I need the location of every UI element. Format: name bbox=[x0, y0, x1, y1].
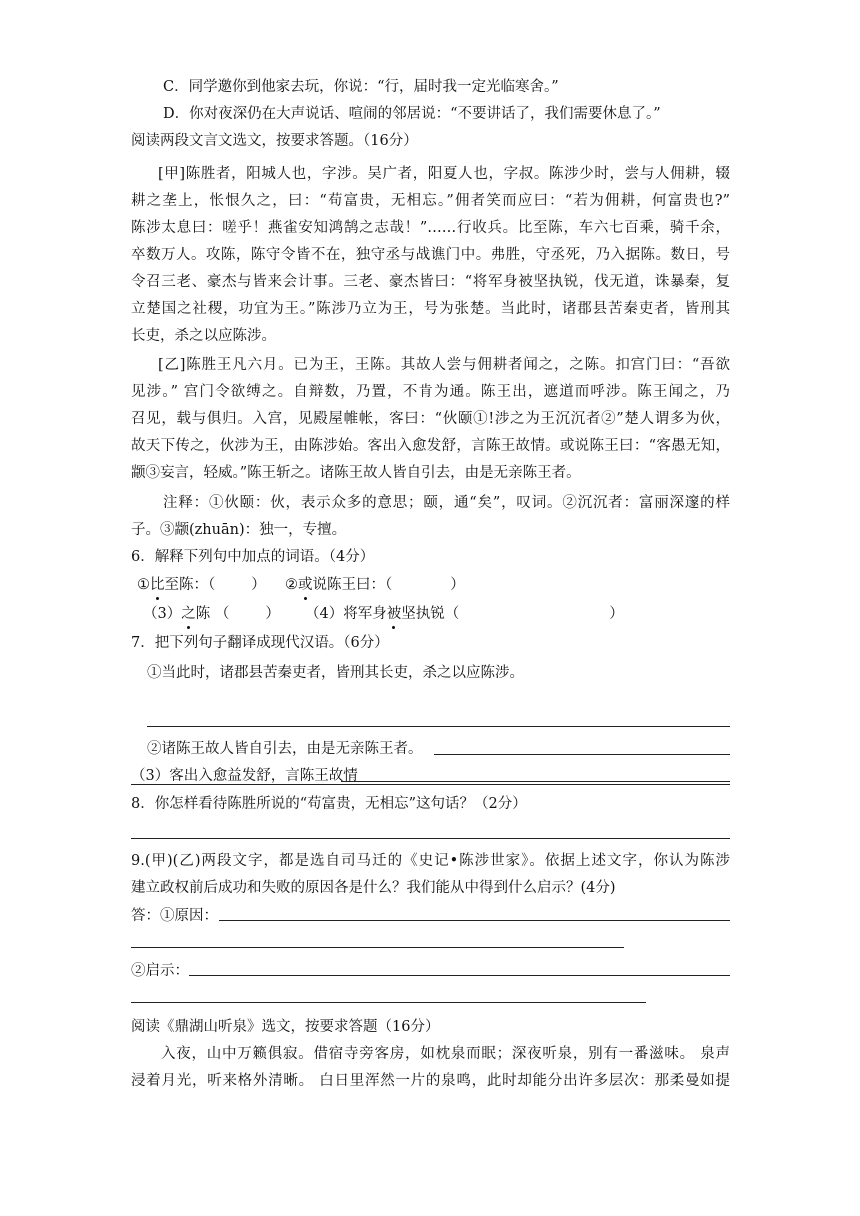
passage-yi-line: 见涉。” 宫门令欲缚之。自辩数，乃置，不肯为通。陈王出，遮道而呼涉。陈王闻之，乃 bbox=[131, 384, 730, 400]
item-text: 坚执锐（ bbox=[401, 606, 460, 622]
item-text: ） bbox=[251, 577, 266, 593]
item-text: 至陈：（ bbox=[164, 577, 216, 593]
section2-paragraph-line: 入夜，山中万籁俱寂。借宿寺旁客房，如枕泉而眠；深夜听泉，别有一番滋味。 泉声 bbox=[161, 1046, 730, 1062]
question-6-item-2 bbox=[285, 575, 465, 595]
annotation-line: 子。③颛(zhuān)：独一，专擅。 bbox=[131, 522, 347, 538]
item-text: ） bbox=[609, 606, 624, 622]
passage-yi-line: [乙]陈胜王凡六月。已为王，王陈。其故人尝与佣耕者闻之，之陈。扣宫门曰：“吾欲 bbox=[158, 357, 730, 373]
question-7-sentence-2: ②诸陈王故人皆自引去，由是无亲陈王者。 bbox=[147, 741, 423, 757]
dotted-word: 比 bbox=[150, 577, 165, 593]
section1-intro: 阅读两段文言文选文，按要求答题。（16分） bbox=[131, 133, 418, 149]
question-7-stem: 7．把下列句子翻译成现代汉语。（6分） bbox=[131, 635, 389, 651]
item-text: 陈 （ bbox=[195, 606, 230, 622]
passage-jia-line: 长吏，杀之以应陈涉。 bbox=[131, 328, 276, 344]
question-9-stem: 9.(甲)(乙)两段文字，都是选自司马迁的《史记•陈涉世家》。依据上述文字，你认为陈涉 bbox=[131, 853, 730, 869]
passage-jia-line: 陈涉太息曰：嗟乎！燕雀安知鸿鹄之志哉！”……行收兵。比至陈，车六七百乘，骑千余， bbox=[131, 220, 730, 236]
question-8-stem: 8．你怎样看待陈胜所说的“苟富贵，无相忘”这句话？（2分） bbox=[131, 796, 527, 812]
question-6-stem: 6．解释下列句中加点的词语。（4分） bbox=[131, 549, 375, 565]
dotted-word: 或 bbox=[298, 577, 313, 593]
answer-line[interactable] bbox=[341, 781, 730, 782]
item-number: （3） bbox=[143, 606, 182, 622]
annotation-line: 注释：①伙颐：伙，表示众多的意思；颐，通“矣”，叹词。②沉沉者：富丽深邃的样 bbox=[163, 495, 730, 511]
passage-yi-line: 颛③妄言，轻威。”陈王斩之。诸陈王故人皆自引去，由是无亲陈王者。 bbox=[131, 465, 581, 481]
question-6-item-1 bbox=[137, 575, 266, 595]
question-6-item-4 bbox=[305, 604, 624, 624]
dotted-word: 之 bbox=[181, 606, 196, 622]
passage-jia-line: 令召三老、豪杰与皆来会计事。三老、豪杰皆曰：“将军身被坚执锐，伐无道，诛暴秦，复 bbox=[131, 274, 730, 290]
passage-yi-line: 召见，载与俱归。入宫，见殿屋帷帐，客曰：“伙颐①!涉之为王沉沉者②”楚人谓多为伙， bbox=[131, 411, 730, 427]
passage-yi-line: 故天下传之，伙涉为王，由陈涉始。客出入愈发舒，言陈王故情。或说陈王曰：“客愚无知， bbox=[131, 438, 730, 454]
passage-jia-line: 立楚国之社稷，功宜为王。”陈涉乃立为王，号为张楚。当此时，诸郡县苦秦吏者，皆刑其 bbox=[131, 301, 730, 317]
answer-line[interactable] bbox=[131, 838, 730, 839]
item-text: ） bbox=[450, 577, 465, 593]
question-6-item-3 bbox=[143, 604, 280, 624]
question-9-stem: 建立政权前后成功和失败的原因各是什么？我们能从中得到什么启示？(4分) bbox=[131, 880, 616, 896]
answer-line[interactable] bbox=[131, 1002, 646, 1003]
answer-reason-label: 答：①原因： bbox=[131, 908, 218, 924]
option-c: C．同学邀你到他家去玩，你说：“行，届时我一定光临寒舍。” bbox=[163, 79, 559, 95]
section2-intro: 阅读《鼎湖山听泉》选文，按要求答题（16分） bbox=[131, 1019, 440, 1035]
item-text: 说陈王曰：（ bbox=[312, 577, 393, 593]
underline-rule bbox=[131, 784, 730, 785]
item-number: （4）将军身 bbox=[305, 606, 387, 622]
passage-jia-line: 耕之垄上，怅恨久之，曰：“苟富贵，无相忘。”佣者笑而应曰：“若为佣耕，何富贵也?” bbox=[131, 193, 730, 209]
answer-insight-label: ②启示： bbox=[131, 963, 189, 979]
section2-paragraph-line: 浸着月光，听来格外清晰。 白日里浑然一片的泉鸣，此时却能分出许多层次：那柔曼如提 bbox=[131, 1073, 730, 1089]
dotted-word: 被 bbox=[386, 606, 402, 622]
answer-line[interactable] bbox=[131, 947, 624, 948]
item-number: ② bbox=[285, 577, 298, 593]
passage-jia-line: [甲]陈胜者，阳城人也，字涉。吴广者，阳夏人也，字叔。陈涉少时，尝与人佣耕，辍 bbox=[158, 166, 730, 182]
question-7-sentence-3: （3）客出入愈益发舒，言陈王故情 bbox=[131, 768, 358, 784]
answer-line[interactable] bbox=[434, 754, 730, 755]
answer-line[interactable] bbox=[189, 975, 730, 976]
passage-jia-line: 卒数万人。攻陈，陈守令皆不在，独守丞与战谯门中。弗胜，守丞死，乃入据陈。数日，号 bbox=[131, 247, 730, 263]
item-number: ① bbox=[137, 577, 150, 593]
answer-line[interactable] bbox=[219, 920, 730, 921]
question-7-sentence-1: ①当此时，诸郡县苦秦吏者，皆刑其长吏，杀之以应陈涉。 bbox=[147, 665, 524, 681]
option-d: D．你对夜深仍在大声说话、喧闹的邻居说：“不要讲话了，我们需要休息了。” bbox=[163, 106, 661, 122]
item-text: ） bbox=[265, 606, 280, 622]
answer-line[interactable] bbox=[147, 726, 730, 727]
